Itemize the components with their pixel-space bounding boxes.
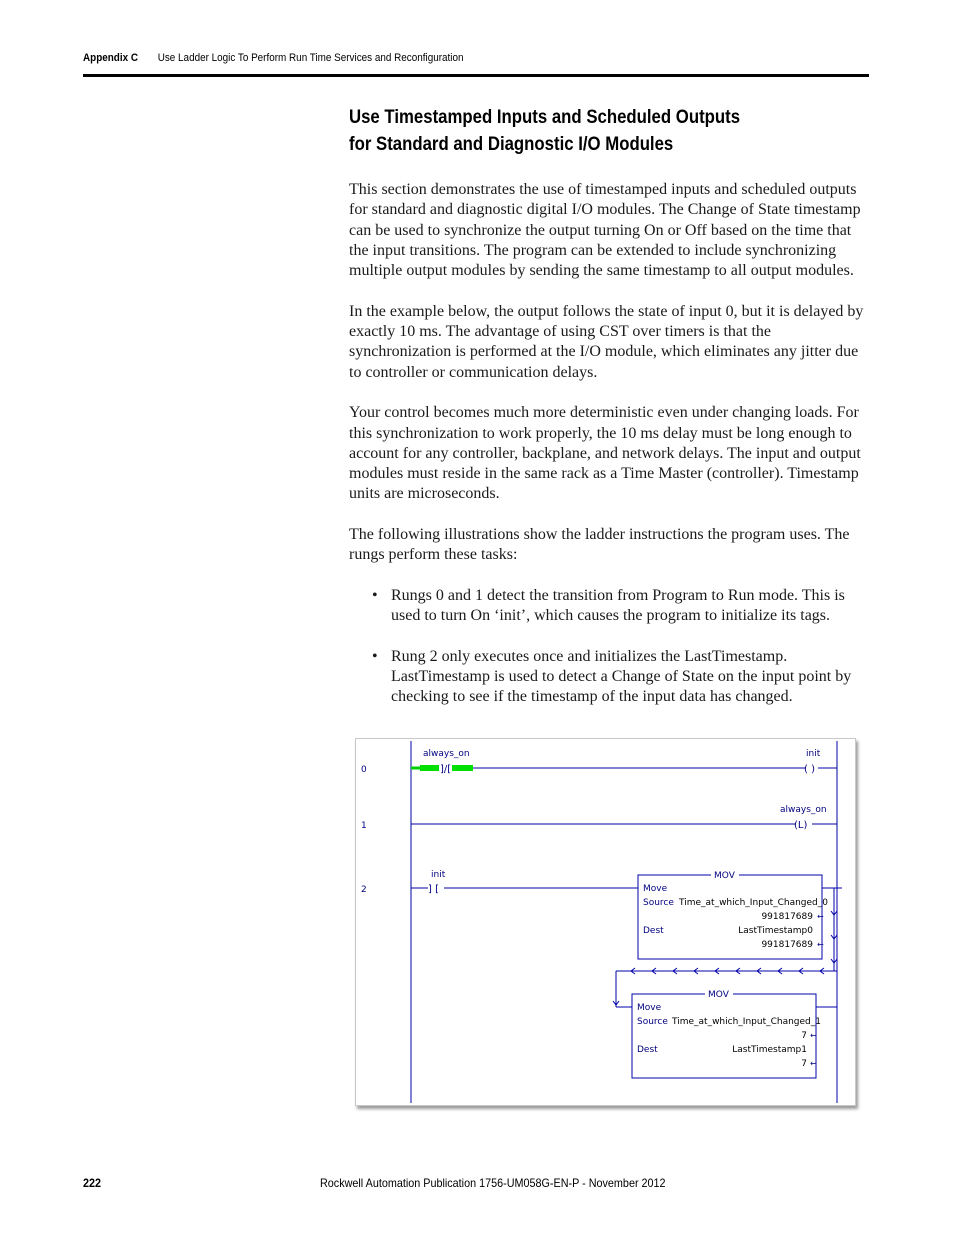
rung-number: 1 bbox=[361, 821, 367, 831]
ladder-diagram bbox=[356, 739, 855, 1105]
output-coil-icon[interactable]: ( ) bbox=[804, 764, 815, 775]
mov-instruction-1[interactable] bbox=[638, 870, 828, 959]
mov1-dest-label: Dest bbox=[643, 926, 664, 936]
rung-number: 0 bbox=[361, 765, 367, 775]
mov2-dest-value: 7 bbox=[801, 1059, 807, 1069]
paragraph-illustrations: The following illustrations show the ladder instructions the program uses. The rungs perform these tasks: bbox=[349, 526, 850, 564]
bullet-icon: • bbox=[372, 586, 378, 604]
mov1-source-tag[interactable]: Time_at_which_Input_Changed_0 bbox=[679, 898, 828, 908]
xic-contact-icon[interactable]: ] [ bbox=[428, 884, 439, 895]
bullet-text: Rung 2 only executes once and initializes the LastTimestamp. LastTimestamp is used to detect a Change of State on the input point by checking to see if the timestamp of the input data has changed. bbox=[391, 647, 852, 706]
page-header bbox=[83, 52, 464, 64]
mov2-source-value: 7 bbox=[801, 1031, 807, 1041]
mov1-source-value: 991817689 bbox=[761, 912, 813, 922]
value-arrow-icon: ← bbox=[817, 940, 824, 949]
rung2-contact-tag[interactable]: init bbox=[431, 870, 446, 880]
heading-line-2: for Standard and Diagnostic I/O Modules bbox=[349, 133, 674, 155]
value-arrow-icon: ← bbox=[817, 912, 824, 921]
bullet-icon: • bbox=[372, 647, 378, 665]
mov1-move-label: Move bbox=[643, 884, 668, 894]
bullet-text: Rungs 0 and 1 detect the transition from Program to Run mode. This is used to turn On ‘init’, which causes the program to initialize its tags. bbox=[391, 586, 845, 625]
rung0-energized-bar bbox=[452, 765, 473, 771]
mov2-instruction-name: MOV bbox=[708, 990, 729, 1000]
value-arrow-icon: ← bbox=[810, 1031, 817, 1040]
paragraph-determinism: Your control becomes much more deterministic even under changing loads. For this synchronization to work properly, the 10 ms delay must be long enough to account for any controller, backplane, and network delays. The input and output modules must reside in the same rack as a Time Master (controller). Timestamp units are microseconds. bbox=[349, 404, 861, 503]
mov-instruction-2[interactable] bbox=[632, 989, 821, 1078]
bullet-item bbox=[349, 586, 869, 627]
mov1-dest-value: 991817689 bbox=[761, 940, 813, 950]
heading-line-1: Use Timestamped Inputs and Scheduled Outputs bbox=[349, 106, 741, 128]
publication-info: Rockwell Automation Publication 1756-UM058G-EN-P - November 2012 bbox=[320, 1176, 666, 1190]
rung-number: 2 bbox=[361, 885, 367, 895]
mov2-dest-label: Dest bbox=[637, 1045, 658, 1055]
rung0-contact-tag[interactable]: always_on bbox=[423, 749, 470, 759]
flow-down-arrows bbox=[831, 888, 837, 971]
value-arrow-icon: ← bbox=[810, 1059, 817, 1068]
page-number: 222 bbox=[83, 1176, 102, 1190]
mov1-dest-tag[interactable]: LastTimestamp0 bbox=[738, 926, 813, 936]
appendix-label: Appendix C bbox=[83, 52, 139, 64]
paragraph-intro: This section demonstrates the use of timestamped inputs and scheduled outputs for standard and diagnostic digital I/O modules. The Change of State timestamp can be used to synchronize the output turning On or Off based on the time that the input transitions. The program can be extended to include synchronizing multiple output modules by sending the same timestamp to all output modules. bbox=[349, 181, 861, 280]
mov2-dest-tag[interactable]: LastTimestamp1 bbox=[732, 1045, 807, 1055]
section-heading bbox=[349, 104, 831, 158]
bullet-item bbox=[349, 647, 869, 708]
mov2-source-tag[interactable]: Time_at_which_Input_Changed_1 bbox=[672, 1017, 821, 1027]
mov1-instruction-name: MOV bbox=[714, 871, 735, 881]
latch-coil-icon[interactable]: (L) bbox=[794, 820, 808, 831]
header-rule bbox=[83, 74, 869, 77]
rung1-coil-tag[interactable]: always_on bbox=[780, 805, 827, 815]
mov2-source-label: Source bbox=[637, 1017, 668, 1027]
mov1-source-label: Source bbox=[643, 898, 674, 908]
rung0-energized-bar bbox=[420, 765, 439, 771]
ladder-logic-figure bbox=[355, 738, 856, 1106]
body-text bbox=[349, 180, 869, 728]
xio-contact-icon[interactable]: ]/[ bbox=[440, 764, 452, 775]
rung0-coil-tag[interactable]: init bbox=[806, 749, 821, 759]
mov2-move-label: Move bbox=[637, 1003, 662, 1013]
paragraph-example: In the example below, the output follows the state of input 0, but it is delayed by exactly 10 ms. The advantage of using CST over timers is that the synchronization is performed at the I/O module, which eliminates any jitter due to controller or communication delays. bbox=[349, 302, 864, 381]
section-title: Use Ladder Logic To Perform Run Time Services and Reconfiguration bbox=[157, 52, 464, 64]
